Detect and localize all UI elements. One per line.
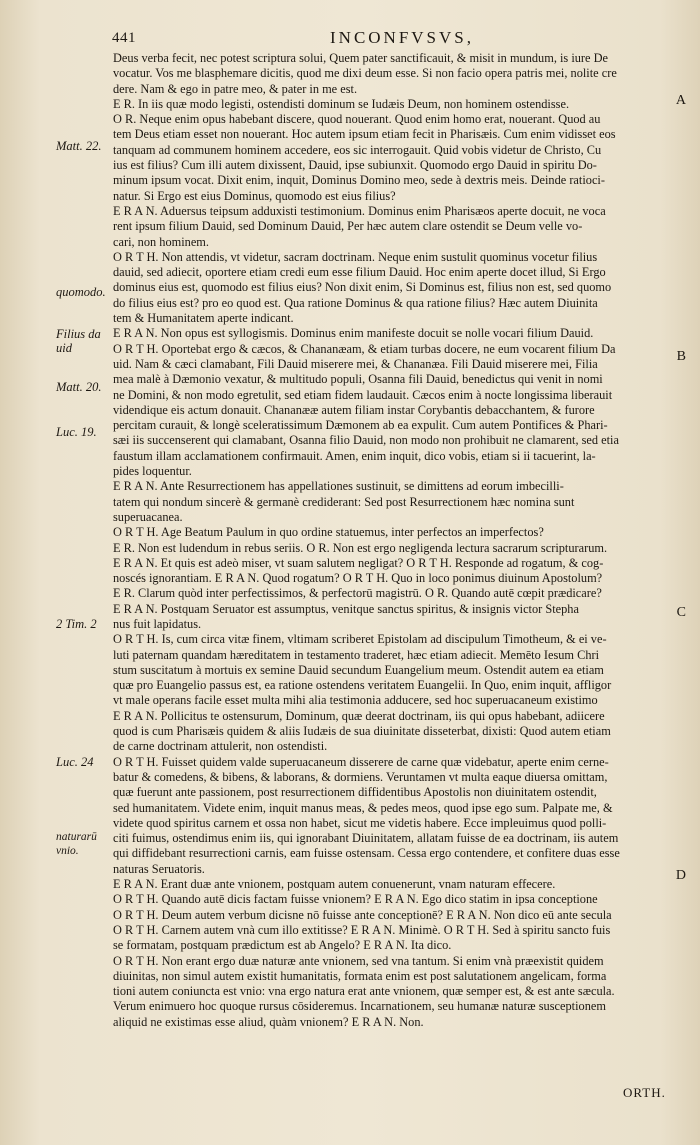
- marginal-note-naturarum-vnio: naturarū vnio.: [56, 831, 97, 857]
- text-line: diuinitas, non simul autem existit humanitatis, formata enim est post salutationem angelicam, forma: [113, 968, 607, 983]
- text-line: O R T H. Oportebat ergo & cæcos, & Chananæam, & etiam turbas docere, ne eum vocarent filium Da: [113, 341, 616, 356]
- text-line: tatem qui nondum sincerè & germanè crediderant: Sed post Resurrectionem hæc nomina sunt: [113, 494, 575, 509]
- text-line: tanquam ad communem hominem accedere, eos sic interrogauit. Quid vobis videtur de Christo, Cu: [113, 142, 602, 157]
- text-line: se formatam, postquam prædictum est ab Angelo? E R A N. Ita dico.: [113, 938, 452, 953]
- text-line: E R A N. Non opus est syllogismis. Dominus enim manifeste docuit se nolle vocari filium Dauid.: [113, 326, 594, 341]
- text-line: sed humanitatem. Videte enim, inquit manus meas, & pedes meos, quod ipse ego sum. Palpate me, &: [113, 800, 613, 815]
- text-line: O R T H. Fuisset quidem valde superuacaneum disserere de carne quæ videbatur, aperte enim cerne-: [113, 754, 609, 769]
- marginal-note-matt-20: Matt. 20.: [56, 380, 102, 394]
- text-line: sæi iis succenserent qui clamabant, Osanna filio Dauid, non modo non prohibuit ne clamarent, sed etia: [113, 433, 619, 448]
- text-line: percitam curauit, & longè sceleratissimum Dæmonem ab ea expulit. Cum autem Pontifices & Phari-: [113, 418, 608, 433]
- marginal-note-matt-22: Matt. 22.: [56, 139, 102, 153]
- catchword: ORTH.: [623, 1085, 666, 1100]
- text-line: noscés ignorantiam. E R A N. Quod rogatum? O R T H. Quo in loco ponimus diuinum Apostolum?: [113, 571, 603, 586]
- text-line: E R. Clarum quòd inter perfectissimos, & perfectorū magistrū. O R. Quando autē cœpit prædicare?: [113, 586, 602, 601]
- text-line: dauid, sed adiecit, oportere etiam credi eum esse filium Dauid. Hoc enim aperte docet illud, Si Ergo: [113, 265, 606, 280]
- text-line: E R. Non est ludendum in rebus seriis. O R. Non est ergo negligenda lectura sacrarum scripturarum.: [113, 540, 608, 555]
- text-line: vocatur. Vos me blasphemare dicitis, quod me dixi deum esse. Si non facio opera patris mei, nolite cre: [113, 66, 617, 81]
- section-letter-b: B: [676, 349, 686, 364]
- text-line: E R A N. Pollicitus te ostensurum, Dominum, quæ deerat doctrinam, iis qui opus habebant, adiicere: [113, 708, 605, 723]
- text-line: E R A N. Ante Resurrectionem has appellationes sustinuit, se dimittens ad eorum imbecilli-: [113, 479, 564, 494]
- text-line: tioni autem coniuncta est vnio: vna ergo natura erat ante vnionem, quæ semper est, & est ante sæcula.: [113, 984, 615, 999]
- text-line: natur. Si Ergo est eius Dominus, quomodo est eius filius?: [113, 188, 396, 203]
- page-header: [0, 30, 700, 52]
- text-line: O R T H. Is, cum circa vitæ finem, vltimam scriberet Epistolam ad discipulum Timotheum, & ei ve-: [113, 632, 607, 647]
- text-line: minum ipsum vocat. Dixit enim, inquit, Dominus Domino meo, sede à dextris meis. Deinde ratioci-: [113, 173, 605, 188]
- text-line: tem & Humanitatem aperte indicant.: [113, 311, 294, 326]
- text-line: citi fuimus, ostendimus enim iis, qui ignorabant Diuinitatem, allatam fuisse de ea doctrinam, iis autem: [113, 831, 619, 846]
- text-line: rent ipsum filium Dauid, sed Dominum Dauid, Per hæc autem clare ostendit se Deum velle vo-: [113, 219, 583, 234]
- text-line: quæ pro Euangelio passus est, ea ratione ostendens veritatem Euangelii. In Quo, enim inquit, affligor: [113, 678, 612, 693]
- text-line: quæ fuerunt ante passionem, post resurrectionem diffidentibus Apostolis non diuinitatem ostendit,: [113, 785, 597, 800]
- section-letter-a: A: [675, 93, 686, 108]
- text-line: E R A N. Aduersus teipsum adduxisti testimonium. Dominus enim Pharisæos aperte docuit, ne voca: [113, 203, 606, 218]
- text-line: E R A N. Postquam Seruator est assumptus, venitque sanctus spiritus, & insignis victor Stepha: [113, 601, 579, 616]
- text-line: O R T H. Carnem autem vnà cum illo extitisse? E R A N. Minimè. O R T H. Sed à spiritu sancto fuis: [113, 922, 611, 937]
- text-line: E R A N. Erant duæ ante vnionem, postquam autem conuenerunt, vnam naturam effecere.: [113, 877, 556, 892]
- text-line: E R. In iis quæ modo legisti, ostendisti dominum se Iudæis Deum, non hominem ostendisse.: [113, 96, 570, 111]
- marginal-note-2-tim-2: 2 Tim. 2: [56, 617, 97, 631]
- text-line: luti paternam quandam hæreditatem in testamento traderet, hæc etiam adiecit. Memēto Iesum Chri: [113, 647, 600, 662]
- text-line: O R T H. Non erant ergo duæ naturæ ante vnionem, sed vna tantum. Si enim vnà præexistit quidem: [113, 953, 604, 968]
- text-line: E R A N. Et quis est adeò miser, vt suam salutem negligat? O R T H. Responde ad rogatum, & cog-: [113, 555, 604, 570]
- text-line: Deus verba fecit, nec potest scriptura solui, Quem pater sanctificauit, & misit in mundum, is iure De: [113, 51, 608, 65]
- text-line: aliquid ne existimas esse aliud, quàm vnionem? E R A N. Non.: [113, 1014, 424, 1029]
- text-line: dere. Nam & ego in patre meo, & pater in me est.: [113, 81, 358, 96]
- text-line: batur & comedens, & bibens, & laborans, & dormiens. Veruntamen vt multa eaque diuersa omittam,: [113, 769, 608, 784]
- text-line: dominus eius est, quomodo est filius eius? Non dixit enim, Si Dominus est, filius non est, sed quomo: [113, 280, 612, 295]
- running-title: INCONFVSVS,: [330, 28, 474, 47]
- text-line: O R T H. Deum autem verbum dicisne nō fuisse ante conceptionē? E R A N. Non dico eū ante secula: [113, 907, 612, 922]
- text-line: faustum illam acclamationem confirmauit. Amen, enim inquit, dico vobis, etiam si ii tacuerint, la-: [113, 448, 596, 463]
- text-line: O R. Neque enim opus habebant discere, quod nouerant. Quod enim homo erat, nouerant. Quod au: [113, 112, 601, 127]
- page-number: 441: [112, 30, 136, 46]
- text-line: do filius eius est? pro eo quod est. Qua ratione Dominus & qua ratione filius? Hæc autem Diuinita: [113, 295, 598, 310]
- marginal-note-luc-24: Luc. 24: [56, 755, 94, 769]
- section-letter-d: D: [675, 868, 686, 883]
- text-line: O R T H. Quando autē dicis factam fuisse vnionem? E R A N. Ego dico statim in ipsa conceptione: [113, 892, 598, 907]
- text-line: tem Deus etiam esset non nouerant. Hoc autem ipsum etiam fecit in Pharisæis. Cum enim vidisset eos: [113, 127, 616, 142]
- text-line: O R T H. Age Beatum Paulum in quo ordine statuemus, inter perfectos an imperfectos?: [113, 525, 544, 540]
- main-text-block: [113, 51, 673, 1030]
- text-line: videte quod spiritus carnem et ossa non habet, sicut me videtis habere. Ecce impleuimus quod polli-: [113, 815, 607, 830]
- text-line: superuacanea.: [113, 509, 183, 524]
- text-line: pides loquentur.: [113, 464, 192, 479]
- text-line: stum suscitatum à mortuis ex semine Dauid secundum Euangelium meum. Ostendit autem ea etiam: [113, 662, 604, 677]
- text-line: videndique eis actum donauit. Chananææ autem filiam instar Corybantis debacchantem, & furore: [113, 402, 595, 417]
- text-line: vt male operans facile esset multa mihi alia testimonia adducere, sed hoc superuacaneum existimo: [113, 693, 598, 708]
- text-line: quod is cum Pharisæis quidem & aliis Iudæis de sua diuinitate disseterbat, dixisti: Quod autem etiam: [113, 724, 611, 739]
- text-line: ius est filius? Cum illi autem dixissent, Dauid, ipse subiunxit. Quomodo ergo Dauid in spiritu Do-: [113, 158, 597, 173]
- text-line: uid. Nam & cæci clamabant, Fili Dauid miserere mei, & Chananæa. Fili Dauid miserere mei, Filia: [113, 356, 598, 371]
- text-line: naturas Seruatoris.: [113, 861, 205, 876]
- text-line: mea malè à Dæmonio vexatur, & multitudo populi, Osanna fili Dauid, benedictus qui venit in nomi: [113, 372, 603, 387]
- section-letter-c: C: [676, 605, 686, 620]
- marginal-note-filius-dauid: Filius da uid: [56, 327, 101, 355]
- text-line: nus fuit lapidatus.: [113, 616, 202, 631]
- marginal-note-luc-19: Luc. 19.: [56, 425, 97, 439]
- text-line: ne Domini, & non modo egretulit, sed etiam fidem laudauit. Cæcos enim à nocte longissima liberauit: [113, 387, 613, 402]
- text-line: cari, non hominem.: [113, 234, 209, 249]
- text-line: de carne doctrinam attulerit, non ostendisti.: [113, 739, 328, 754]
- text-line: qui diffidebant resurrectioni carnis, eam fuisse ostensam. Cessa ergo contendere, et confitere duas esse: [113, 846, 620, 861]
- marginal-note-quomodo: quomodo.: [56, 285, 106, 299]
- text-line: O R T H. Non attendis, vt videtur, sacram doctrinam. Neque enim sustulit quominus vocetur filius: [113, 249, 598, 264]
- text-line: Verum enimuero hoc quoque rursus cōsideremus. Incarnationem, seu humanæ naturæ susceptionem: [113, 999, 606, 1014]
